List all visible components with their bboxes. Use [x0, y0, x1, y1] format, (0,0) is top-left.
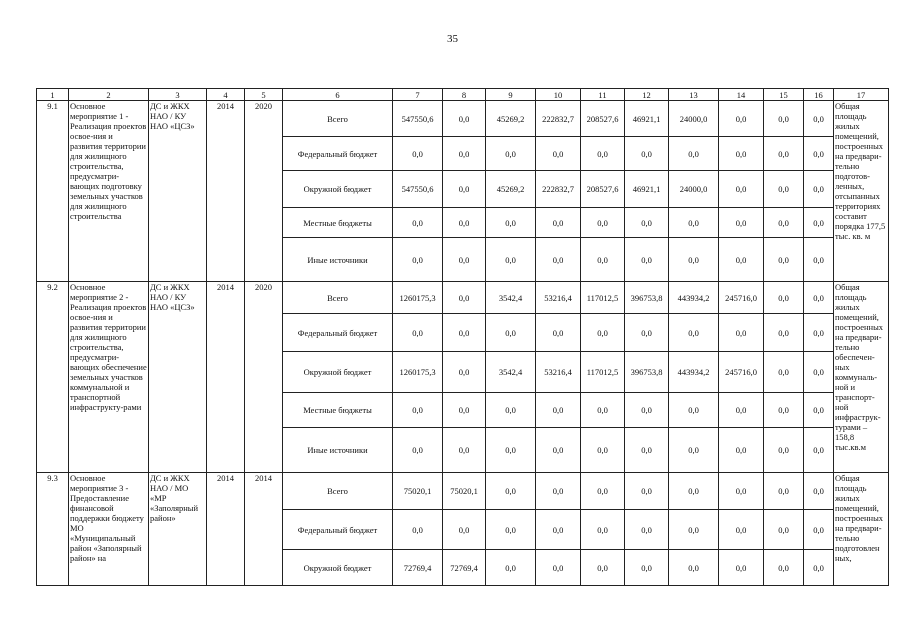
- value-cell: 0,0: [486, 510, 536, 550]
- value-cell: 0,0: [581, 238, 625, 282]
- value-cell: 0,0: [443, 238, 486, 282]
- value-cell: 0,0: [536, 428, 581, 473]
- value-cell: 0,0: [393, 137, 443, 171]
- value-cell: 24000,0: [669, 171, 719, 208]
- item-number: 9.3: [37, 473, 69, 586]
- value-cell: 0,0: [804, 314, 834, 352]
- column-header: 12: [625, 89, 669, 101]
- item-number: 9.1: [37, 101, 69, 282]
- funding-source: Местные бюджеты: [283, 208, 393, 238]
- value-cell: 0,0: [393, 238, 443, 282]
- value-cell: 0,0: [581, 137, 625, 171]
- value-cell: 0,0: [581, 428, 625, 473]
- column-header: 16: [804, 89, 834, 101]
- column-header: 5: [245, 89, 283, 101]
- value-cell: 0,0: [486, 473, 536, 510]
- value-cell: 0,0: [443, 171, 486, 208]
- value-cell: 0,0: [804, 171, 834, 208]
- column-header: 13: [669, 89, 719, 101]
- value-cell: 0,0: [804, 473, 834, 510]
- funding-source: Федеральный бюджет: [283, 137, 393, 171]
- value-cell: 0,0: [669, 137, 719, 171]
- value-cell: 0,0: [669, 428, 719, 473]
- budget-table: [36, 88, 889, 586]
- value-cell: 72769,4: [443, 550, 486, 586]
- value-cell: 0,0: [764, 473, 804, 510]
- column-header: 4: [207, 89, 245, 101]
- value-cell: 0,0: [536, 510, 581, 550]
- value-cell: 0,0: [669, 473, 719, 510]
- value-cell: 0,0: [764, 101, 804, 137]
- value-cell: 0,0: [393, 428, 443, 473]
- value-cell: 0,0: [581, 550, 625, 586]
- value-cell: 0,0: [536, 550, 581, 586]
- value-cell: 45269,2: [486, 101, 536, 137]
- column-header: 10: [536, 89, 581, 101]
- funding-source: Иные источники: [283, 238, 393, 282]
- item-result: Общая площадь жилых помещений, построенных на предвари-тельно обеспечен-ных коммуналь-ной и транспорт-ной инфраструк-турами – 158,8 тыс.кв.м: [834, 282, 889, 473]
- funding-source: Всего: [283, 473, 393, 510]
- item-name: Основное мероприятие 3 - Предоставление финансовой поддержки бюджету МО «Муниципальный район «Заполярный район» на: [69, 473, 149, 586]
- value-cell: 0,0: [669, 393, 719, 428]
- value-cell: 0,0: [443, 428, 486, 473]
- value-cell: 0,0: [443, 101, 486, 137]
- value-cell: 0,0: [536, 393, 581, 428]
- funding-source: Всего: [283, 282, 393, 314]
- item-name: Основное мероприятие 2 - Реализация проектов освое-ния и развития территории для жилищного строительства, предусматри-вающих обеспечение земельных участков коммунальной и транспортной инфраструкту-рами: [69, 282, 149, 473]
- value-cell: 0,0: [486, 393, 536, 428]
- value-cell: 0,0: [536, 473, 581, 510]
- value-cell: 0,0: [669, 314, 719, 352]
- value-cell: 0,0: [719, 314, 764, 352]
- column-header: 15: [764, 89, 804, 101]
- item-end-year: 2020: [245, 282, 283, 473]
- value-cell: 0,0: [669, 238, 719, 282]
- value-cell: 0,0: [804, 238, 834, 282]
- item-start-year: 2014: [207, 101, 245, 282]
- value-cell: 0,0: [669, 510, 719, 550]
- value-cell: 72769,4: [393, 550, 443, 586]
- value-cell: 0,0: [625, 238, 669, 282]
- item-number: 9.2: [37, 282, 69, 473]
- value-cell: 3542,4: [486, 352, 536, 393]
- value-cell: 0,0: [804, 352, 834, 393]
- funding-source: Местные бюджеты: [283, 393, 393, 428]
- value-cell: 0,0: [443, 137, 486, 171]
- value-cell: 0,0: [719, 101, 764, 137]
- value-cell: 0,0: [719, 171, 764, 208]
- value-cell: 0,0: [764, 352, 804, 393]
- value-cell: 0,0: [764, 171, 804, 208]
- value-cell: 0,0: [443, 510, 486, 550]
- value-cell: 0,0: [719, 550, 764, 586]
- value-cell: 53216,4: [536, 282, 581, 314]
- value-cell: 547550,6: [393, 101, 443, 137]
- value-cell: 0,0: [443, 393, 486, 428]
- item-end-year: 2014: [245, 473, 283, 586]
- value-cell: 45269,2: [486, 171, 536, 208]
- value-cell: 0,0: [581, 314, 625, 352]
- funding-source: Окружной бюджет: [283, 550, 393, 586]
- value-cell: 0,0: [804, 428, 834, 473]
- value-cell: 0,0: [719, 428, 764, 473]
- value-cell: 0,0: [719, 137, 764, 171]
- value-cell: 208527,6: [581, 171, 625, 208]
- value-cell: 208527,6: [581, 101, 625, 137]
- value-cell: 53216,4: [536, 352, 581, 393]
- value-cell: 443934,2: [669, 352, 719, 393]
- column-header: 2: [69, 89, 149, 101]
- value-cell: 0,0: [625, 550, 669, 586]
- value-cell: 0,0: [764, 393, 804, 428]
- item-result: Общая площадь жилых помещений, построенных на предвари-тельно подготов-ленных, отсыпанных территориях составит порядка 177,5 тыс. кв. м: [834, 101, 889, 282]
- value-cell: 0,0: [443, 282, 486, 314]
- value-cell: 0,0: [581, 208, 625, 238]
- item-end-year: 2020: [245, 101, 283, 282]
- value-cell: 0,0: [764, 282, 804, 314]
- funding-source: Федеральный бюджет: [283, 510, 393, 550]
- value-cell: 0,0: [393, 208, 443, 238]
- value-cell: 0,0: [536, 238, 581, 282]
- value-cell: 222832,7: [536, 101, 581, 137]
- value-cell: 0,0: [625, 428, 669, 473]
- column-header: 14: [719, 89, 764, 101]
- value-cell: 0,0: [719, 208, 764, 238]
- value-cell: 0,0: [804, 137, 834, 171]
- table-row: [37, 282, 889, 314]
- column-header: 17: [834, 89, 889, 101]
- value-cell: 117012,5: [581, 352, 625, 393]
- column-header: 3: [149, 89, 207, 101]
- value-cell: 0,0: [581, 393, 625, 428]
- funding-source: Всего: [283, 101, 393, 137]
- value-cell: 0,0: [393, 314, 443, 352]
- item-name: Основное мероприятие 1 - Реализация проектов освое-ния и развития территории для жилищного строительства, предусматри-вающих подготовку земельных участков для жилищного строительства: [69, 101, 149, 282]
- value-cell: 0,0: [536, 137, 581, 171]
- funding-source: Иные источники: [283, 428, 393, 473]
- value-cell: 75020,1: [443, 473, 486, 510]
- item-executor: ДС и ЖКХ НАО / КУ НАО «ЦСЗ»: [149, 101, 207, 282]
- value-cell: 0,0: [764, 550, 804, 586]
- value-cell: 0,0: [625, 137, 669, 171]
- funding-source: Окружной бюджет: [283, 352, 393, 393]
- item-result: Общая площадь жилых помещений, построенных на предвари-тельно подготовлен ных,: [834, 473, 889, 586]
- value-cell: 396753,8: [625, 352, 669, 393]
- value-cell: 0,0: [536, 208, 581, 238]
- header-row: [37, 89, 889, 101]
- column-header: 1: [37, 89, 69, 101]
- value-cell: 0,0: [625, 393, 669, 428]
- value-cell: 222832,7: [536, 171, 581, 208]
- value-cell: 0,0: [486, 314, 536, 352]
- funding-source: Окружной бюджет: [283, 171, 393, 208]
- value-cell: 396753,8: [625, 282, 669, 314]
- item-executor: ДС и ЖКХ НАО / МО «МР «Заполярный район»: [149, 473, 207, 586]
- value-cell: 0,0: [804, 282, 834, 314]
- value-cell: 0,0: [581, 473, 625, 510]
- value-cell: 0,0: [719, 393, 764, 428]
- value-cell: 443934,2: [669, 282, 719, 314]
- value-cell: 0,0: [669, 208, 719, 238]
- column-header: 7: [393, 89, 443, 101]
- value-cell: 245716,0: [719, 352, 764, 393]
- value-cell: 0,0: [443, 208, 486, 238]
- value-cell: 1260175,3: [393, 282, 443, 314]
- value-cell: 547550,6: [393, 171, 443, 208]
- column-header: 11: [581, 89, 625, 101]
- value-cell: 0,0: [536, 314, 581, 352]
- value-cell: 0,0: [486, 428, 536, 473]
- value-cell: 0,0: [486, 137, 536, 171]
- value-cell: 24000,0: [669, 101, 719, 137]
- value-cell: 0,0: [443, 352, 486, 393]
- value-cell: 0,0: [804, 550, 834, 586]
- value-cell: 0,0: [581, 510, 625, 550]
- value-cell: 0,0: [486, 208, 536, 238]
- value-cell: 0,0: [625, 473, 669, 510]
- page-number: 35: [447, 33, 458, 45]
- value-cell: 0,0: [764, 208, 804, 238]
- item-start-year: 2014: [207, 282, 245, 473]
- value-cell: 0,0: [625, 314, 669, 352]
- funding-source: Федеральный бюджет: [283, 314, 393, 352]
- value-cell: 46921,1: [625, 171, 669, 208]
- value-cell: 0,0: [804, 101, 834, 137]
- value-cell: 46921,1: [625, 101, 669, 137]
- value-cell: 0,0: [764, 510, 804, 550]
- table-row: [37, 473, 889, 510]
- value-cell: 0,0: [719, 238, 764, 282]
- value-cell: 0,0: [719, 473, 764, 510]
- value-cell: 0,0: [764, 137, 804, 171]
- value-cell: 0,0: [764, 238, 804, 282]
- value-cell: 0,0: [625, 510, 669, 550]
- value-cell: 0,0: [804, 208, 834, 238]
- value-cell: 0,0: [764, 428, 804, 473]
- value-cell: 0,0: [669, 550, 719, 586]
- value-cell: 75020,1: [393, 473, 443, 510]
- value-cell: 0,0: [486, 238, 536, 282]
- value-cell: 3542,4: [486, 282, 536, 314]
- value-cell: 0,0: [443, 314, 486, 352]
- value-cell: 117012,5: [581, 282, 625, 314]
- item-executor: ДС и ЖКХ НАО / КУ НАО «ЦСЗ»: [149, 282, 207, 473]
- table-row: [37, 101, 889, 137]
- item-start-year: 2014: [207, 473, 245, 586]
- value-cell: 0,0: [719, 510, 764, 550]
- value-cell: 0,0: [804, 510, 834, 550]
- column-header: 6: [283, 89, 393, 101]
- value-cell: 0,0: [804, 393, 834, 428]
- value-cell: 0,0: [393, 510, 443, 550]
- value-cell: 1260175,3: [393, 352, 443, 393]
- value-cell: 0,0: [393, 393, 443, 428]
- value-cell: 245716,0: [719, 282, 764, 314]
- column-header: 9: [486, 89, 536, 101]
- value-cell: 0,0: [625, 208, 669, 238]
- value-cell: 0,0: [764, 314, 804, 352]
- value-cell: 0,0: [486, 550, 536, 586]
- column-header: 8: [443, 89, 486, 101]
